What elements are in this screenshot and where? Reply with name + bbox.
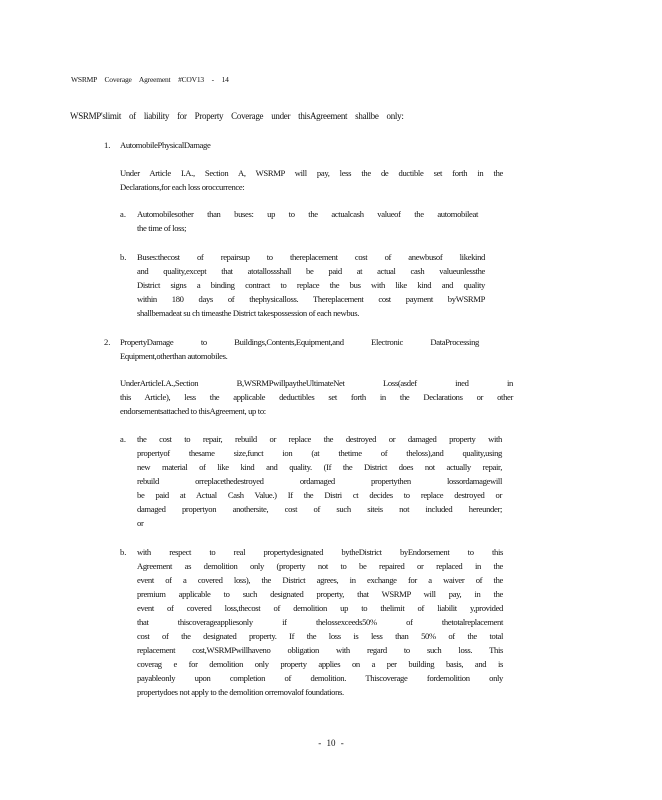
item-label: b. — [120, 547, 127, 557]
running-header: WSRMP Coverage Agreement #COV13 - 14 — [71, 75, 229, 84]
list-item: Buses:thecost of repairsup to thereplacement cost of anewbusof likekind and quality,except that atotallossshall be paid at actual cash valueunlessthe District signs a binding contract to replace the bus with like kind and quality within 180 days of thephysicalloss. Thereplacement cost payment byWSRMP shallbemadeat su ch timeasthe District takespossession of each newbus. — [137, 252, 485, 318]
section-number: 2. — [104, 337, 111, 347]
section-paragraph: UnderArticleI.A.,Section B,WSRMPwillpaytheUltimateNet Loss(asdef ined in this Article), less the applicable deductibles set forth in the Declarations or other endorsementsattached to thisAgreement, up to: — [120, 378, 513, 416]
section-title: PropertyDamage to Buildings,Contents,Equipment,and Electronic DataProcessing Equipment,otherthan automobiles. — [120, 337, 479, 361]
intro-line: WSRMP'slimit of liability for Property Coverage under thisAgreement shallbe only: — [70, 111, 404, 121]
item-label: b. — [120, 252, 127, 262]
page-number: - 10 - — [318, 738, 344, 748]
list-item: the cost to repair, rebuild or replace the destroyed or damaged property with propertyof thesame size,funct ion (at thetime of theloss),and quality,using new material of like kind and quality. (If the District does not actually repair, rebuild orreplacethedestroyed ordamaged propertythen lossordamagewill be paid at Actual Cash Value.) If the Distri ct decides to replace destroyed or damaged propertyon anothersite, cost of such siteis not included hereunder; or — [137, 434, 502, 528]
section-paragraph: Under Article I.A., Section A, WSRMP will pay, less the de ductible set forth in the Declarations,for each loss oroccurrence: — [120, 168, 503, 192]
item-label: a. — [120, 209, 126, 219]
item-label: a. — [120, 434, 126, 444]
list-item: with respect to real propertydesignated bytheDistrict byEndorsement to this Agreement as demolition only (property not to be repaired or replaced in the event of a covered loss), the District agrees, in exchange for a waiver of the premium applicable to such designated property, that WSRMP will pay, in the event of covered loss,thecost of demolition up to thelimit of liabilit y,provided that thiscoverageappliesonly if thelossexceeds50% of thetotalreplacement cost of the designated property. If the loss is less than 50% of the total replacement cost,WSRMPwillhaveno obligation with regard to such loss. This coverag e for demolition only property applies on a per building basis, and is payableonly upon completion of demolition. Thiscoverage fordemolition only propertydoes not apply to the demolition orremovalof foundations. — [137, 547, 503, 697]
section-number: 1. — [104, 140, 111, 150]
list-item: Automobilesother than buses: up to the actualcash valueof the automobileat the time of loss; — [137, 209, 478, 233]
section-title: AutomobilePhysicalDamage — [120, 140, 211, 150]
